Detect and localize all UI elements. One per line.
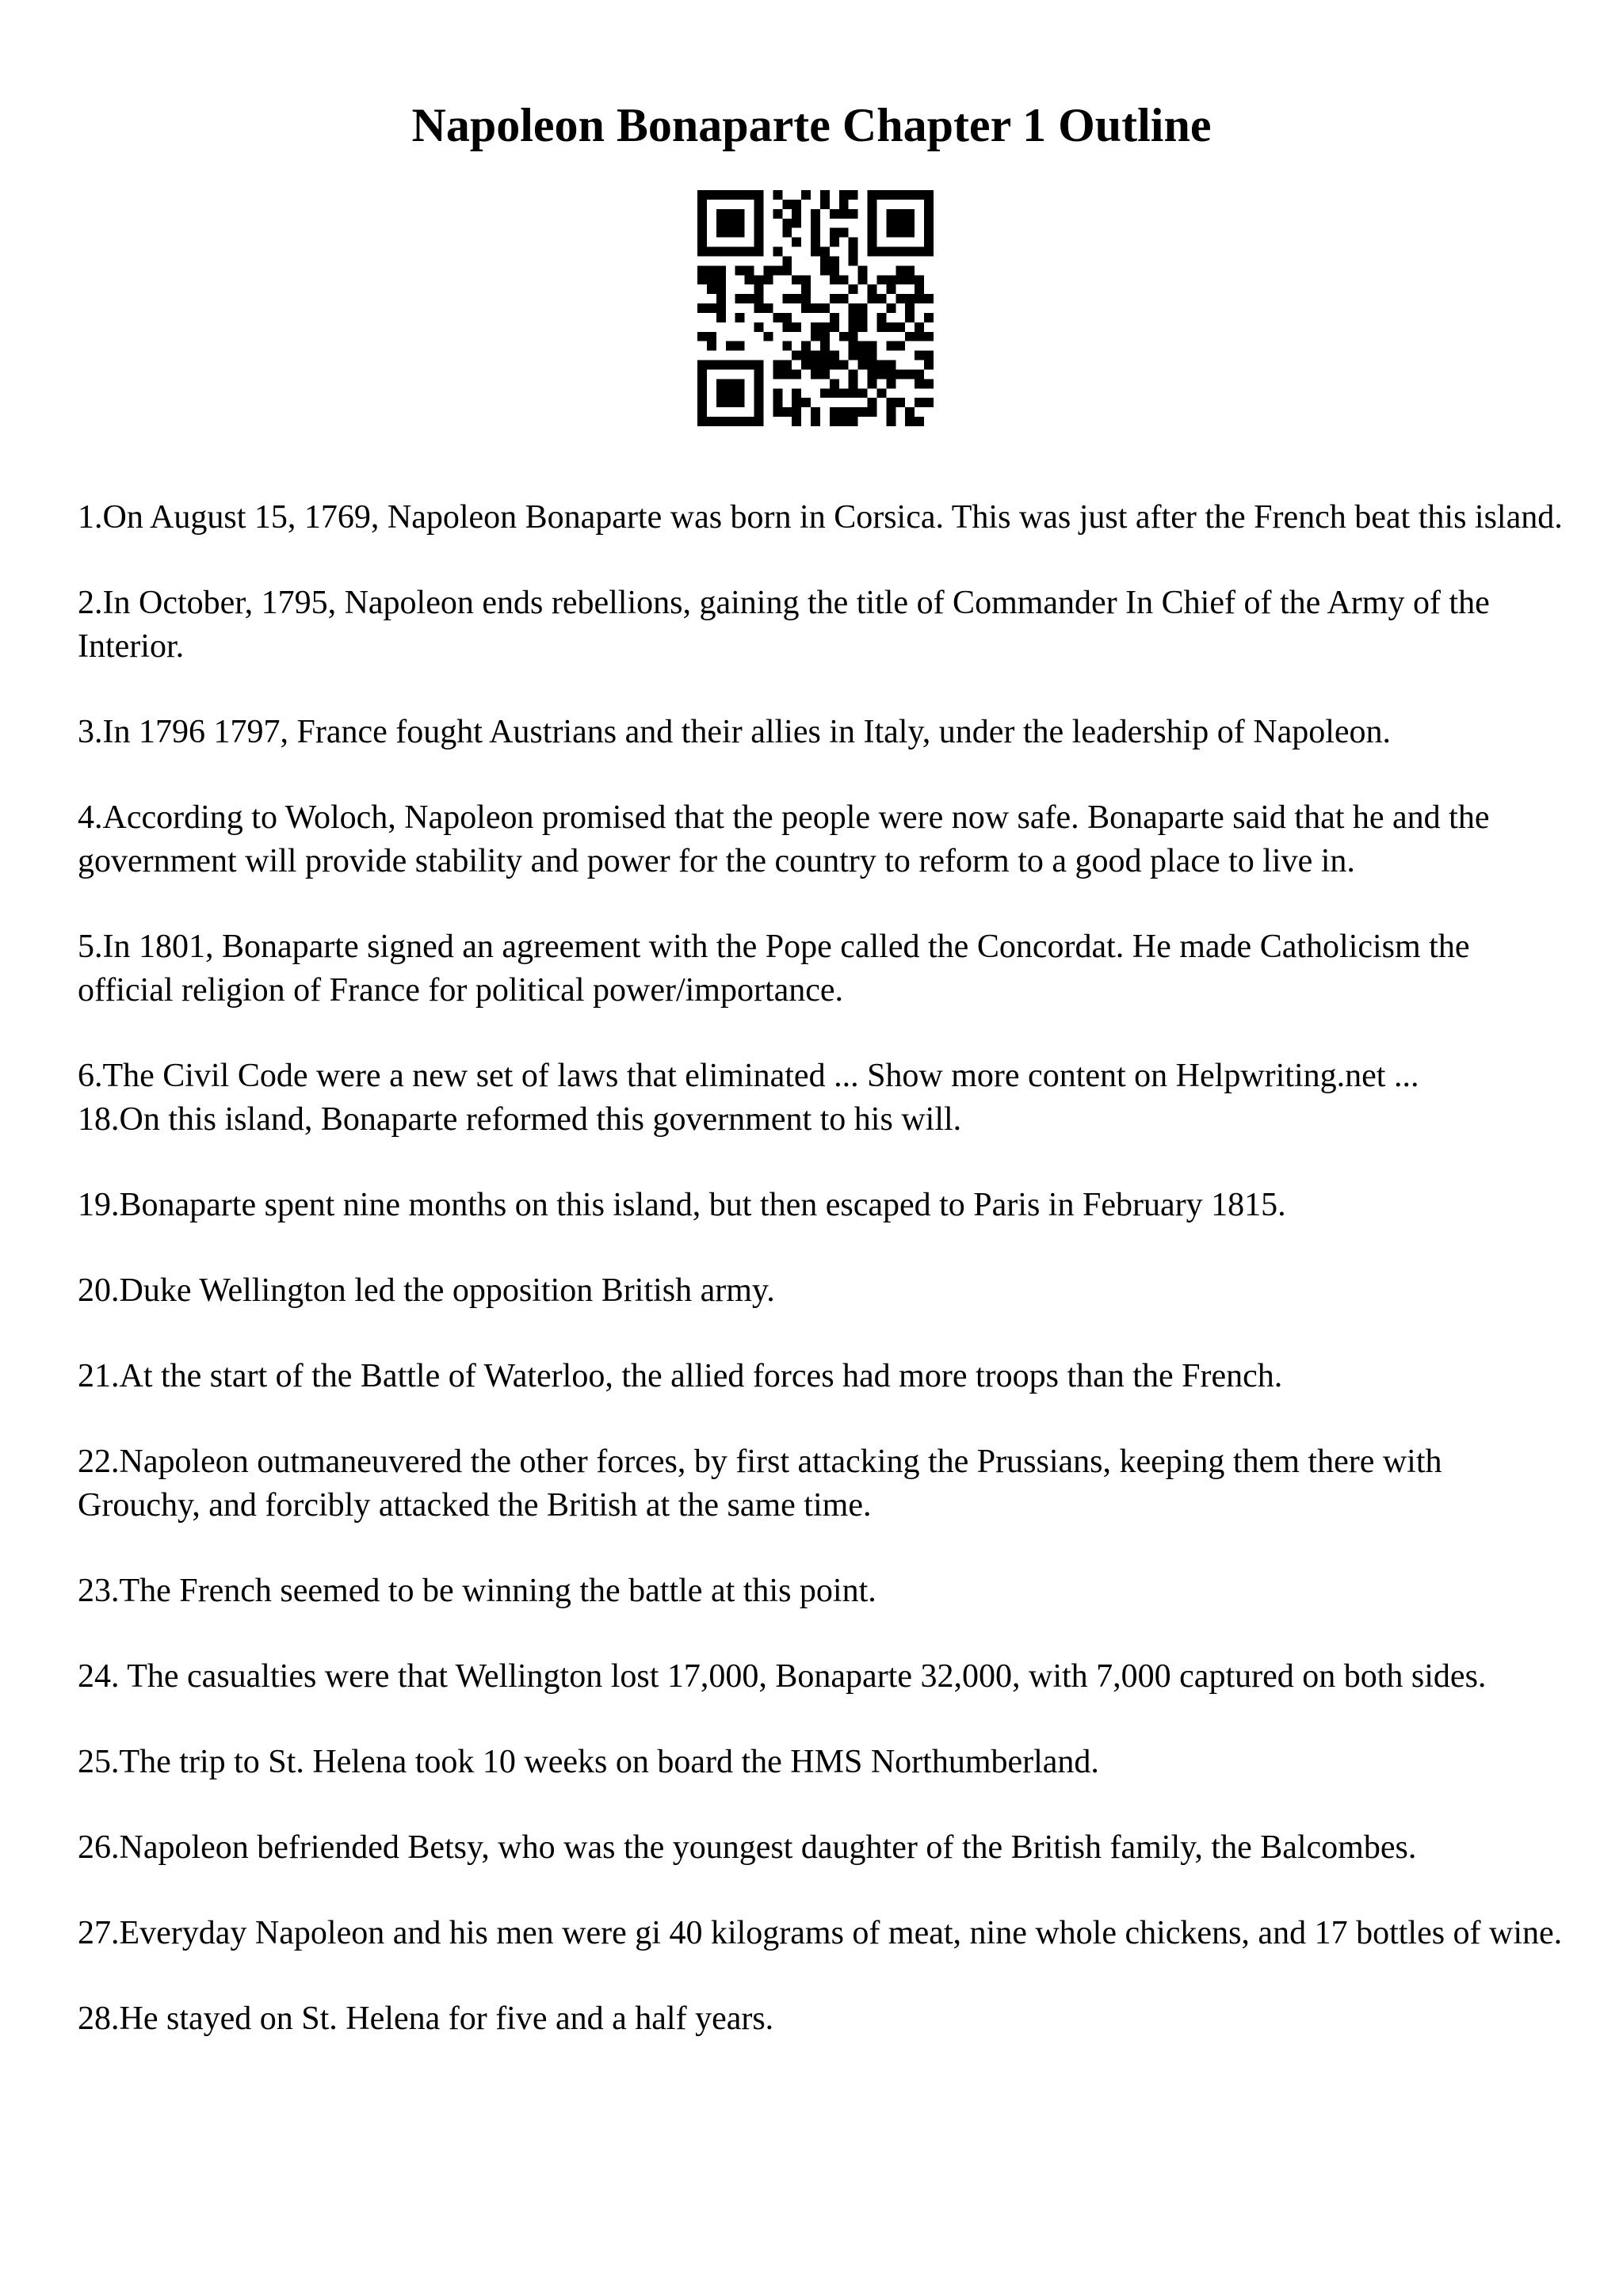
outline-item: 3.In 1796 1797, France fought Austrians and their allies in Italy, under the leadership of Napoleon. [78,714,1392,750]
outline-item: 6.The Civil Code were a new set of laws that eliminated ... Show more content on Helpwriting.net ... [78,1058,1419,1094]
outline-list [78,496,1568,2083]
outline-item: 21.At the start of the Battle of Waterloo, the allied forces had more troops than the French. [78,1358,1283,1394]
outline-item: 5.In 1801, Bonaparte signed an agreement with the Pope called the Concordat. He made Catholicism the official religion of France for political power/importance. [78,929,1470,1009]
outline-item: 2.In October, 1795, Napoleon ends rebellions, gaining the title of Commander In Chief of the Army of the Interior. [78,585,1490,665]
outline-item: 24. The casualties were that Wellington lost 17,000, Bonaparte 32,000, with 7,000 captured on both sides. [78,1658,1487,1695]
outline-item: 18.On this island, Bonaparte reformed this government to his will. [78,1101,962,1138]
outline-item: 22.Napoleon outmaneuvered the other forces, by first attacking the Prussians, keeping them there with Grouchy, and forcibly attacked the British at the same time. [78,1444,1442,1524]
qr-code-icon [697,190,934,426]
outline-item: 1.On August 15, 1769, Napoleon Bonaparte was born in Corsica. This was just after the French beat this island. [78,499,1563,536]
outline-item: 19.Bonaparte spent nine months on this island, but then escaped to Paris in February 1815. [78,1187,1286,1223]
qr-code-graphic [697,190,934,426]
outline-item: 26.Napoleon befriended Betsy, who was the youngest daughter of the British family, the Balcombes. [78,1829,1417,1866]
outline-item: 27.Everyday Napoleon and his men were gi 40 kilograms of meat, nine whole chickens, and 17 bottles of wine. [78,1915,1563,1951]
outline-item: 4.According to Woloch, Napoleon promised that the people were now safe. Bonaparte said that he and the government will provide stability and power for the country to reform to a good place to live in. [78,799,1490,879]
outline-item: 23.The French seemed to be winning the battle at this point. [78,1573,876,1609]
outline-item: 28.He stayed on St. Helena for five and a half years. [78,2000,774,2037]
document-title: Napoleon Bonaparte Chapter 1 Outline [411,99,1212,151]
outline-item: 20.Duke Wellington led the opposition British army. [78,1272,775,1309]
outline-item: 25.The trip to St. Helena took 10 weeks on board the HMS Northumberland. [78,1744,1099,1780]
